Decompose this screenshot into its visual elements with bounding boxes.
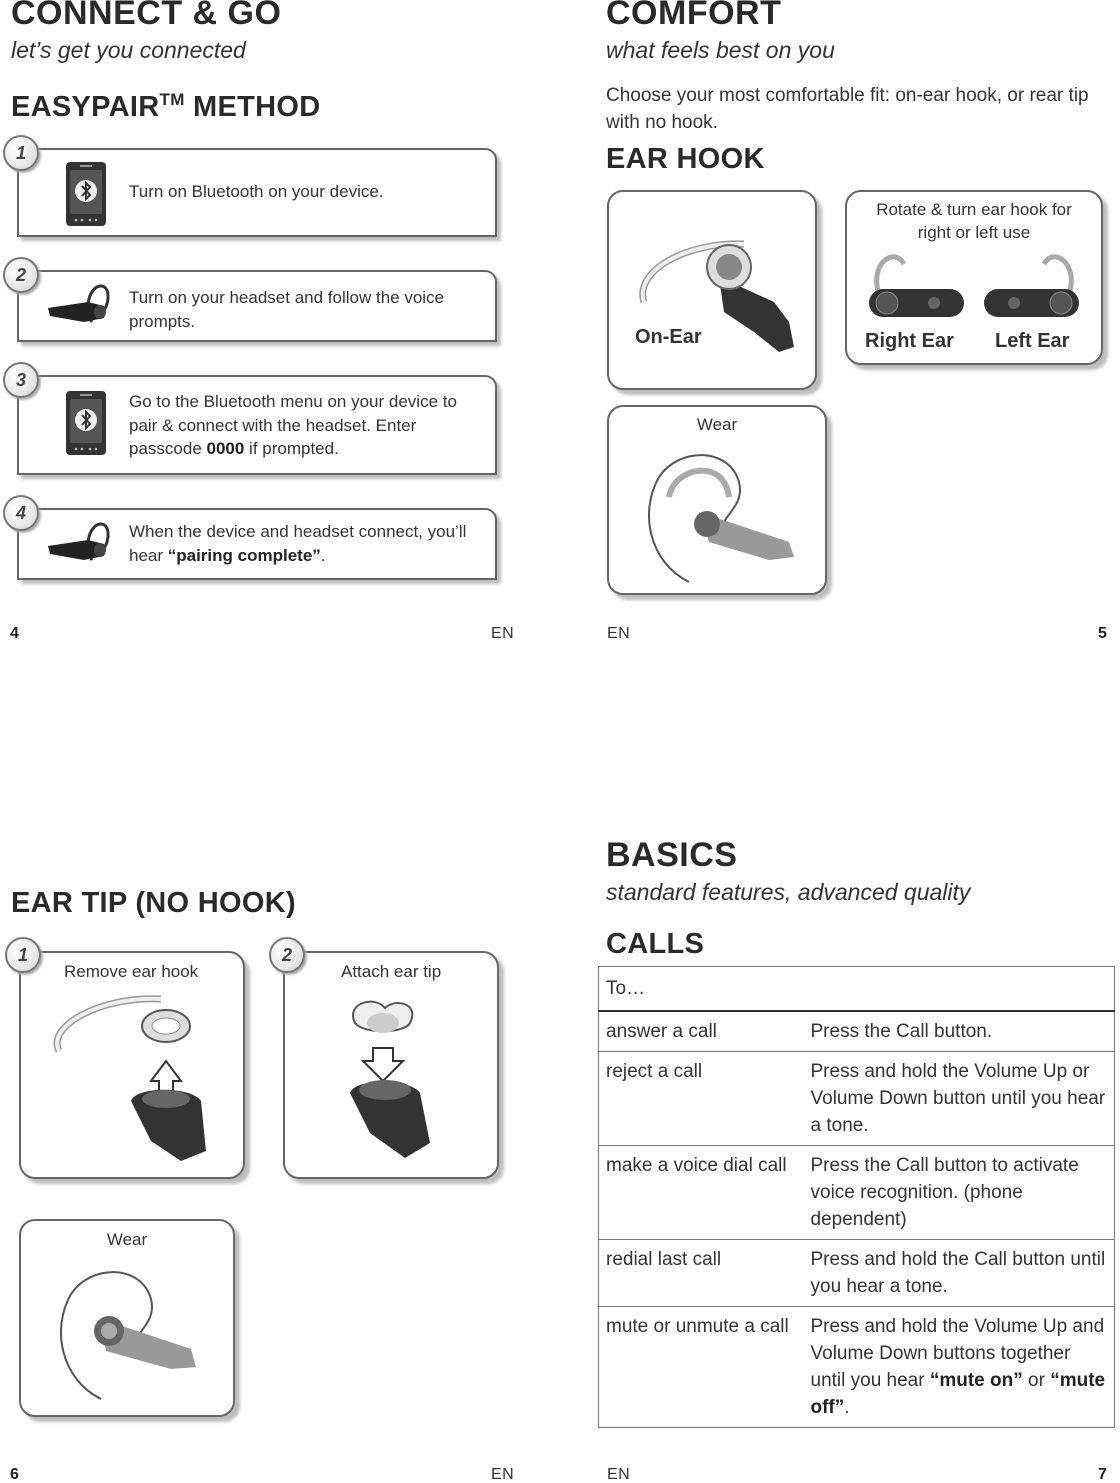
page7-title: BASICS [606, 836, 738, 874]
call-action: make a voice dial call [599, 1146, 804, 1240]
step-4-text: When the device and headset connect, you’ll hear “pairing complete”. [129, 522, 467, 565]
page5-title: COMFORT [606, 0, 782, 32]
call-instruction: Press the Call button to activate voice recognition. (phone dependent) [804, 1146, 1115, 1240]
attach-ear-tip-panel [283, 951, 499, 1179]
call-instruction: Press and hold the Volume Up or Volume Down button until you hear a tone. [804, 1052, 1115, 1146]
page-number-7: 7 [1098, 1466, 1107, 1483]
step-1-badge: 1 [3, 135, 39, 171]
on-ear-panel [607, 190, 817, 390]
pairing-step-4 [17, 508, 497, 580]
phone-bluetooth-icon [64, 389, 108, 457]
call-instruction: Press and hold the Call button until you hear a tone. [804, 1240, 1115, 1307]
page-number-6: 6 [10, 1466, 19, 1483]
wear-caption-hook: Wear [696, 415, 738, 434]
ear-tip-step-2-badge: 2 [269, 937, 305, 973]
lang-label-page4: EN [491, 625, 515, 642]
page5-subtitle: what feels best on you [606, 37, 835, 63]
on-ear-label: On-Ear [635, 326, 702, 348]
step-3-badge: 3 [3, 362, 39, 398]
calls-table [598, 966, 1115, 1428]
lang-label-page6: EN [491, 1466, 515, 1483]
step-2-text: Turn on your headset and follow the voice prompts. [129, 288, 445, 331]
step-3-text: Go to the Bluetooth menu on your device to pair & connect with the headset. Enter passcode 0000 if prompted. [129, 392, 457, 458]
wearing-headset-ear-illustration [629, 442, 809, 592]
call-action: redial last call [599, 1240, 804, 1307]
table-row [599, 1307, 1115, 1428]
page4-subtitle: let’s get you connected [11, 37, 246, 63]
table-row [599, 1146, 1115, 1240]
wear-panel-tip [19, 1219, 235, 1417]
ear-tip-heading: EAR TIP (NO HOOK) [11, 887, 296, 919]
table-row [599, 1011, 1115, 1052]
rotate-hook-panel [845, 190, 1103, 365]
ear-tip-step-1-badge: 1 [5, 937, 41, 973]
pairing-step-3 [17, 375, 497, 475]
page4-section: EASYPAIR™ METHOD [11, 90, 321, 123]
headset-icon [44, 282, 114, 330]
step-2-badge: 2 [3, 257, 39, 293]
step-1-text: Turn on Bluetooth on your device. [129, 182, 384, 201]
page-number-5: 5 [1098, 625, 1107, 642]
table-row [599, 1052, 1115, 1146]
calls-heading: CALLS [606, 928, 705, 960]
call-action: answer a call [599, 1011, 804, 1052]
remove-ear-hook-illustration [41, 991, 231, 1171]
lang-label-page7: EN [607, 1466, 631, 1483]
left-ear-headset-illustration [979, 244, 1089, 324]
ear-hook-heading: EAR HOOK [606, 143, 765, 175]
rotate-caption: Rotate & turn ear hook for right or left use [876, 200, 1072, 242]
page5-intro: Choose your most comfortable fit: on-ear hook, or rear tip with no hook. [606, 85, 1089, 133]
step-4-badge: 4 [3, 495, 39, 531]
page7-subtitle: standard features, advanced quality [606, 879, 971, 905]
attach-ear-tip-illustration [325, 993, 475, 1173]
call-instruction: Press the Call button. [804, 1011, 1115, 1052]
table-row [599, 1240, 1115, 1307]
table-header-row [599, 967, 1115, 1012]
left-ear-label: Left Ear [995, 330, 1070, 352]
right-ear-headset-illustration [859, 244, 969, 324]
pairing-step-1 [17, 148, 497, 237]
right-ear-label: Right Ear [865, 330, 954, 352]
phone-bluetooth-icon [64, 160, 108, 228]
page4-title: CONNECT & GO [11, 0, 282, 32]
attach-ear-tip-caption: Attach ear tip [341, 962, 442, 981]
pairing-step-2 [17, 270, 497, 342]
headset-icon [44, 520, 114, 568]
lang-label-page5: EN [607, 625, 631, 642]
call-action: mute or unmute a call [599, 1307, 804, 1428]
wearing-ear-tip-illustration [41, 1259, 221, 1409]
table-header-cell: To… [599, 967, 1115, 1012]
call-action: reject a call [599, 1052, 804, 1146]
remove-ear-hook-caption: Remove ear hook [64, 962, 199, 981]
call-instruction: Press and hold the Volume Up and Volume Down buttons together until you hear “mute on” or “mute off”. [804, 1307, 1115, 1428]
remove-ear-hook-panel [19, 951, 245, 1179]
wear-panel-hook [607, 405, 827, 595]
page-number-4: 4 [10, 625, 19, 642]
wear-caption-tip: Wear [106, 1230, 148, 1249]
